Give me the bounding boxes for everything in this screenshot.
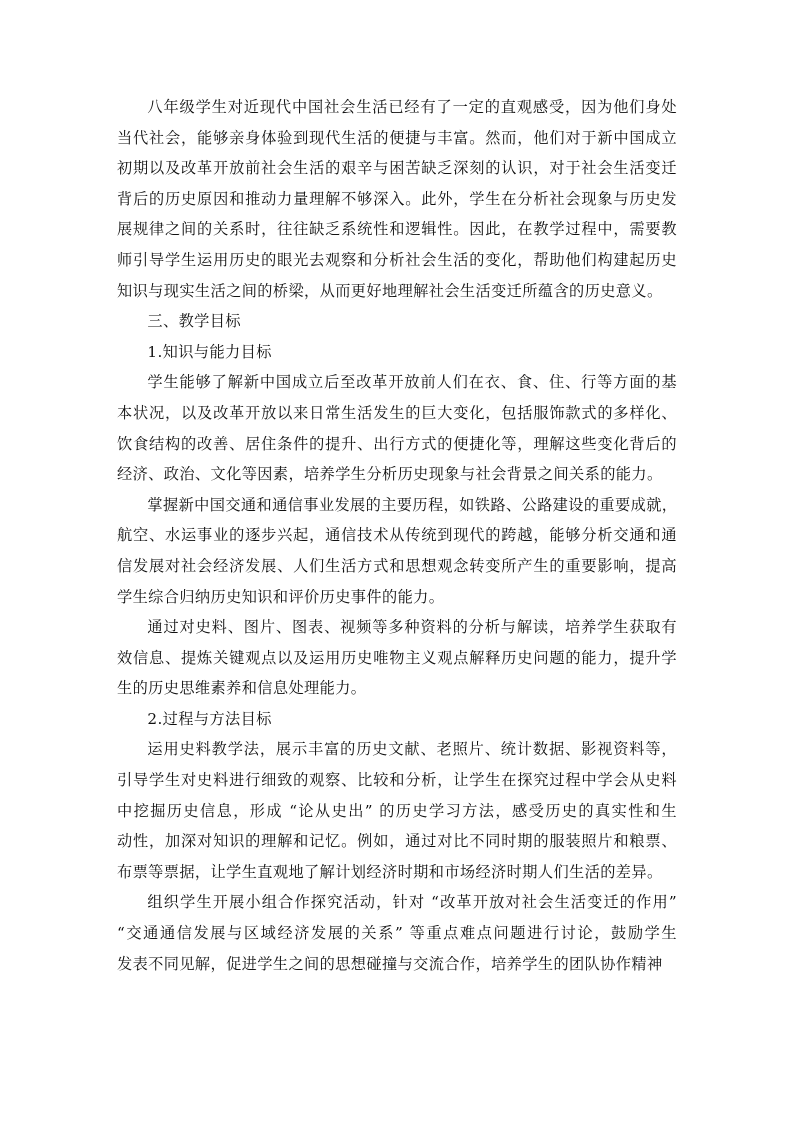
body-paragraph: [117, 887, 677, 979]
paragraph-line: 中挖掘历史信息，形成 “论从史出” 的历史学习方法，感受历史的真实性和生: [117, 801, 677, 820]
paragraph-line: 运用史料教学法，展示丰富的历史文献、老照片、统计数据、影视资料等，: [147, 740, 677, 759]
section-heading: 2.过程与方法目标: [147, 709, 272, 728]
body-paragraph: [117, 367, 677, 489]
body-paragraph: [117, 734, 677, 887]
paragraph-line: 饮食结构的改善、居住条件的提升、出行方式的便捷化等，理解这些变化背后的: [117, 434, 677, 453]
paragraph-line: 生的历史思维素养和信息处理能力。: [117, 679, 367, 698]
document-body: [117, 92, 677, 979]
paragraph-line: 展规律之间的关系时，往往缺乏系统性和逻辑性。因此，在教学过程中，需要教: [117, 220, 677, 239]
body-paragraph: [117, 612, 677, 704]
paragraph-line: 掌握新中国交通和通信事业发展的主要历程，如铁路、公路建设的重要成就，: [147, 495, 678, 514]
paragraph-line: 动性，加深对知识的理解和记忆。例如，通过对比不同时期的服装照片和粮票、: [117, 832, 677, 851]
section-heading: 三、教学目标: [147, 312, 241, 331]
paragraph-line: “交通通信发展与区域经济发展的关系” 等重点难点问题进行讨论，鼓励学生: [117, 924, 677, 943]
paragraph-line: 效信息、提炼关键观点以及运用历史唯物主义观点解释历史问题的能力，提升学: [117, 648, 677, 667]
paragraph-line: 引导学生对史料进行细致的观察、比较和分析，让学生在探究过程中学会从史料: [117, 771, 677, 790]
paragraph-line: 背后的历史原因和推动力量理解不够深入。此外，学生在分析社会现象与历史发: [117, 189, 677, 208]
paragraph-line: 本状况，以及改革开放以来日常生活发生的巨大变化，包括服饰款式的多样化、: [117, 403, 677, 422]
paragraph-line: 通过对史料、图片、图表、视频等多种资料的分析与解读，培养学生获取有: [147, 618, 677, 637]
paragraph-line: 当代社会，能够亲身体验到现代生活的便捷与丰富。然而，他们对于新中国成立: [117, 128, 677, 147]
paragraph-line: 航空、水运事业的逐步兴起，通信技术从传统到现代的跨越，能够分析交通和通: [117, 526, 677, 545]
paragraph-line: 八年级学生对近现代中国社会生活已经有了一定的直观感受，因为他们身处: [147, 98, 677, 116]
paragraph-line: 信发展对社会经济发展、人们生活方式和思想观念转变所产生的重要影响，提高: [117, 556, 677, 575]
paragraph-line: 组织学生开展小组合作探究活动，针对 “改革开放对社会生活变迁的作用”: [147, 893, 677, 912]
paragraph-line: 发表不同见解，促进学生之间的思想碰撞与交流合作，培养学生的团队协作精神: [117, 954, 663, 973]
paragraph-line: 知识与现实生活之间的桥梁，从而更好地理解社会生活变迁所蕴含的历史意义。: [117, 281, 663, 300]
paragraph-line: 学生综合归纳历史知识和评价历史事件的能力。: [117, 587, 445, 606]
section-heading: 1.知识与能力目标: [147, 342, 272, 361]
paragraph-line: 经济、政治、文化等因素，培养学生分析历史现象与社会背景之间关系的能力。: [117, 465, 663, 484]
paragraph-line: 学生能够了解新中国成立后至改革开放前人们在衣、食、住、行等方面的基: [147, 373, 677, 392]
paragraph-line: 初期以及改革开放前社会生活的艰辛与困苦缺乏深刻的认识，对于社会生活变迁: [117, 159, 677, 178]
paragraph-line: 师引导学生运用历史的眼光去观察和分析社会生活的变化，帮助他们构建起历史: [117, 250, 677, 269]
body-paragraph: [117, 490, 677, 612]
body-paragraph: [117, 92, 677, 306]
paragraph-line: 布票等票据，让学生直观地了解计划经济时期和市场经济时期人们生活的差异。: [117, 862, 663, 881]
